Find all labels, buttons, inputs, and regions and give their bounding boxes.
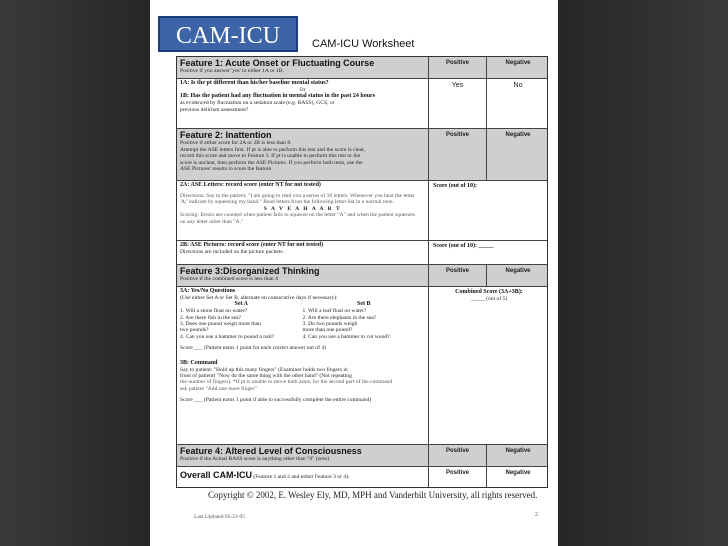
overall-positive-label: Positive [429,467,487,487]
feature1-subtitle: Positive if you answer 'yes' to either 1A or 1B. [180,68,284,75]
overall-negative-label: Negative [505,470,531,476]
worksheet-title: CAM-ICU Worksheet [312,38,415,50]
set-a-item: 3. Does one pound weigh more than [180,321,261,328]
set-b-item: 4. Can you use a hammer to cut wood? [302,333,390,340]
feature1-yes: Yes [429,79,487,128]
set-a [180,301,303,340]
copyright-notice: Copyright © 2002, E. Wesley Ely, MD, MPH and Vanderbilt University, all rights reserved. [208,490,538,500]
feature2-note-line4: ASE Pictures' results to score the feature. [180,166,273,173]
command-line3: the number of fingers). *If pt is unable to move both arms, for the second part of the command [180,379,393,386]
feature1-body-row [177,79,547,129]
question-3a-note: (Use either Set A or Set B, alternate on consecutive days if necessary): [180,294,338,301]
feature2-subtitle: Positive if either score for 2A or 2B is less than 8. [180,140,292,147]
set-b-item: 3. Do two pounds weigh [302,321,358,328]
set-a-item: two pounds? [180,327,209,334]
overall-row [177,467,547,487]
feature2-note-line1: Attempt the ASE letters first. If pt is able to perform this test and the score is clear, [180,146,366,153]
feature2-title: Feature 2: Inattention [180,130,272,140]
slide-background-left [0,0,150,546]
combined-score-value: _____ (out of 5) [470,295,508,302]
set-b [303,301,426,340]
slide-background-right [558,0,728,546]
feature3-subtitle: Positive if the combined score is less than 4 [180,276,278,283]
feature3-body-row [177,287,547,445]
scoring-line2: on any letter other than "A." [180,218,244,225]
feature4-subtitle: Positive if the Actual RASS score is anything other than "0" (zero) [180,456,330,463]
directions-2b: Directions are included on the picture packets. [180,248,284,255]
feature4-title: Feature 4: Altered Level of Consciousness [180,446,362,456]
question-1b-line2: as evidenced by fluctuation on a sedation scale (e.g. RASS), GCS, or [180,100,335,107]
overall-title: Overall CAM-ICU [180,470,253,480]
feature3-negative-label: Negative [505,268,531,274]
feature3-positive-label: Positive [429,265,487,286]
worksheet-document [150,0,558,546]
score-3b: Score ___ (Patient earns 1 point if able to successfully complete the entire command) [180,397,372,404]
feature3-title: Feature 3:Disorganized Thinking [180,266,320,276]
ase-letters-row [177,181,547,241]
score-3a: Score ___ (Patient earns 1 point for each correct answer out of 4) [180,345,327,352]
command-line4: ask patient "Add one more finger" [180,385,257,392]
feature2-header-row [177,129,547,181]
feature4-header-row [177,445,547,467]
question-sets [180,301,425,340]
cam-icu-logo: CAM-ICU [158,16,298,52]
overall-note: (Feature 1 and 2 and either Feature 3 or 4): [253,474,350,480]
feature1-title: Feature 1: Acute Onset or Fluctuating Course [180,58,375,68]
set-b-title: Set B [357,301,371,308]
question-1b-line1: 1B: Has the patient had any fluctuation in mental status in the past 24 hours [180,93,376,100]
question-3b: 3B: Command [180,359,218,366]
command-line1: Say to patient: "Hold up this many fingers" (Examiner holds two fingers in [180,366,348,373]
last-updated: Last Updated 05-23-05 [194,514,246,520]
feature2-note-line2: record this score and move to Feature 3. If pt is unable to perform this test or the [180,153,361,160]
set-a-item: 1. Will a stone float on water? [180,308,248,315]
question-1a: 1A: Is the pt different than his/her baseline mental status? [180,80,329,86]
feature4-negative-label: Negative [505,448,531,454]
set-a-title: Set A [234,301,248,308]
feature1-header-row [177,57,547,79]
feature1-negative-label: Negative [505,60,531,66]
set-a-item: 4. Can you use a hammer to pound a nail? [180,333,275,340]
directions-2a-line1: Directions: Say to the patient, "I am going to read you a series of 10 letters. Whenever you hear the letter [180,192,415,199]
set-b-item: more than one pound? [302,327,353,334]
ase-pictures-row [177,241,547,265]
score-2a-label: Score (out of 10): [433,183,478,189]
feature2-positive-label: Positive [429,129,487,180]
combined-score [429,287,549,444]
question-2a: 2A: ASE Letters: record score (enter NT for not tested) [180,182,321,188]
feature1-no: No [513,82,523,89]
question-1b-line3: previous delirium assessment? [180,106,249,113]
question-2b: 2B: ASE Pictures: record score (enter NT for not tested) [180,242,324,248]
set-b-item: 1. Will a leaf float on water? [302,308,367,315]
set-a-item: 2. Are there fish in the sea? [180,314,242,321]
combined-score-label: Combined Score (3A+3B): [455,289,523,295]
scoring-line1: Scoring: Errors are counted when patient fails to squeeze on the letter "A" and when the patient squeezes [180,212,415,219]
feature2-note-line3: score is unclear, then perform the ASE Pictures. If you perform both tests, use the [180,159,363,166]
score-2b-label: Score (out of 10): _____ [433,243,494,249]
feature2-negative-label: Negative [505,132,531,138]
command-line2: front of patient) "Now do the same thing with the other hand" (Not repeating [180,373,352,380]
page-number: 2 [535,512,538,518]
feature3-header-row [177,265,547,287]
question-3a: 3A: Yes/No Questions [180,288,236,294]
letter-list: S A V E A H A A R T [263,205,342,212]
or-label: Or [299,86,306,93]
worksheet-table [176,56,548,488]
feature1-positive-label: Positive [429,57,487,78]
set-b-item: 2. Are there elephants in the sea? [302,314,377,321]
feature4-positive-label: Positive [429,445,487,466]
directions-2a-line2: 'A,' indicate by squeezing my hand." Read letters from the following letter list in a normal tone. [180,199,394,206]
